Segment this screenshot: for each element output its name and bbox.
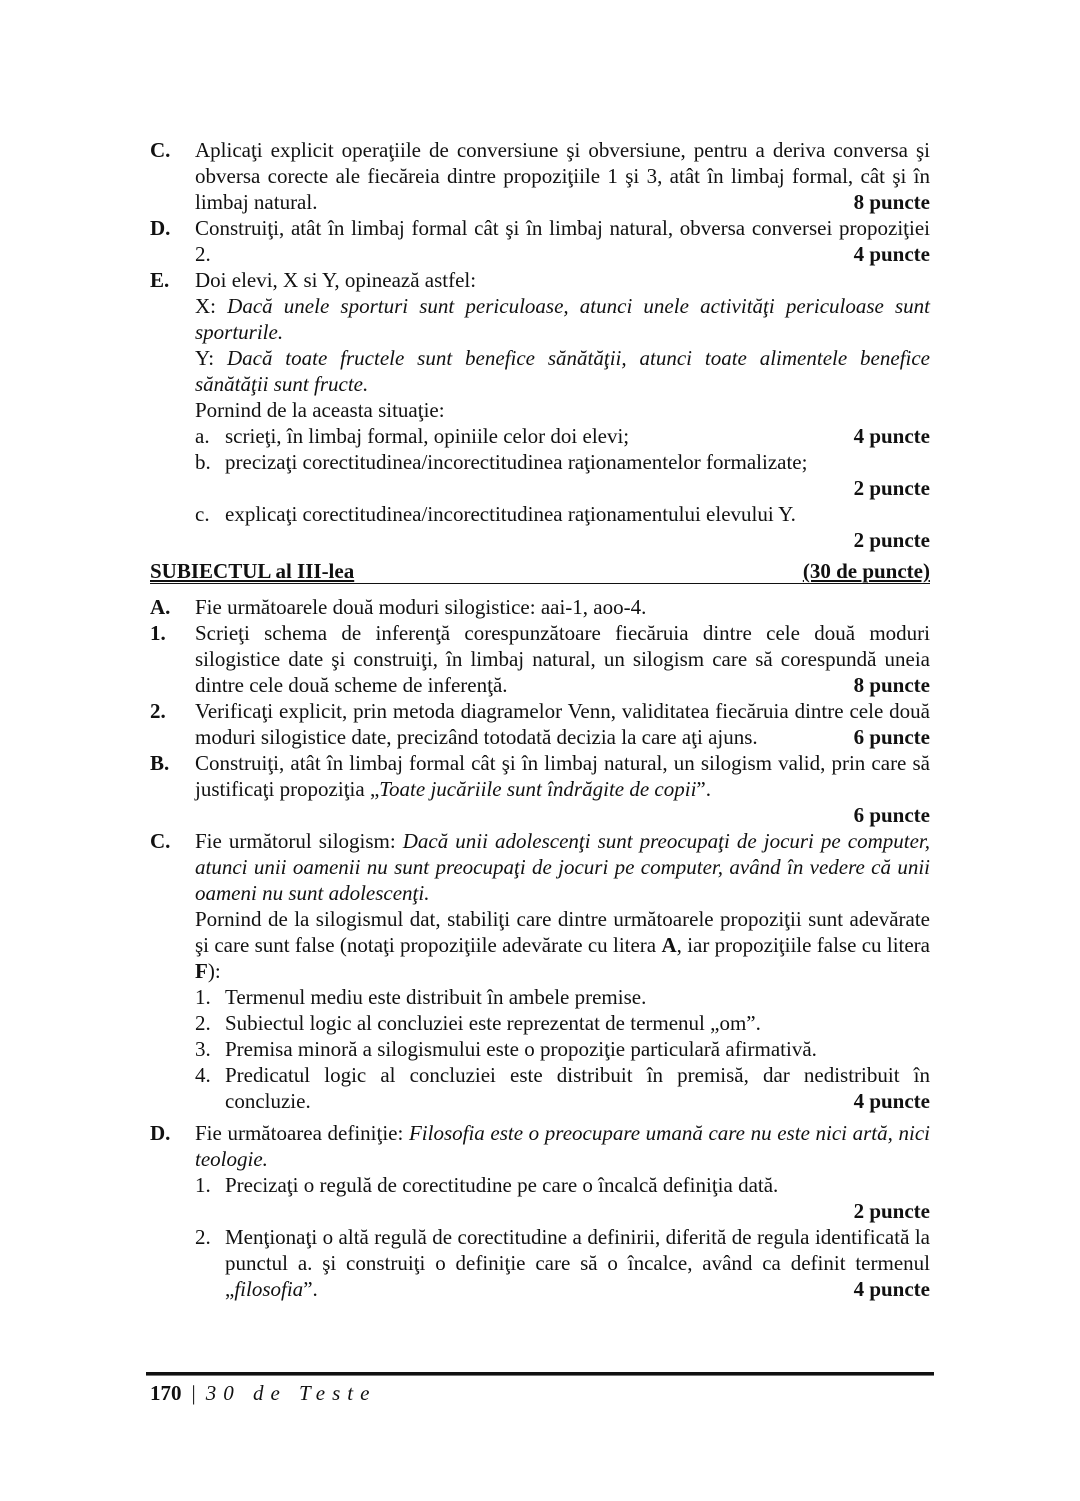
item-text: Fie următorul silogism: [195,829,403,853]
statement-number: 1. [195,985,211,1009]
statement [195,1010,930,1036]
item-2C [150,137,930,215]
statement [195,1062,930,1114]
item-3A1 [150,620,930,698]
opinion-x [195,293,930,345]
opinion-text: Dacă toate fructele sunt benefice sănătăţii, atunci toate alimentele benefice sănătăţii sunt fructe. [195,346,931,396]
page-number: 170 [150,1381,182,1405]
task-quote: filosofia [234,1277,304,1301]
points: 6 puncte [853,725,930,749]
task-1 [195,1172,930,1224]
points: 4 puncte [853,242,930,266]
item-2E [150,267,930,553]
subject-total: (30 de puncte) [802,559,930,583]
task-2 [195,1224,930,1302]
opinion-prefix: Y: [195,346,227,370]
item-3B [150,750,930,828]
letter-f: F [195,959,208,983]
task-number: c. [195,502,210,526]
item-text: Fie următoarea definiţie: [195,1121,409,1145]
item-lead: ): [207,959,221,983]
item-label: C. [150,138,171,162]
opinion-y [195,345,930,397]
points: 8 puncte [853,673,930,697]
task-c [195,501,930,553]
page-content [150,137,930,1302]
points: 8 puncte [853,190,930,214]
task-text: Precizaţi o regulă de corectitudine pe care o încalcă definiţia dată. [225,1173,779,1197]
item-3D [150,1120,930,1302]
points: 2 puncte [853,528,930,552]
definition-text: Filosofia este o preocupare umană care nu este nici artă, nici teologie. [195,1121,930,1171]
statement [195,984,930,1010]
item-text: Verificaţi explicit, prin metoda diagramelor Venn, validitatea fiecăruia dintre cele două moduri silogistice date, precizând totodată decizia la care aţi ajuns. [195,699,930,749]
item-text: Scrieţi schema de inferenţă corespunzătoare fiecăruia dintre cele două moduri silogistice date şi construiţi, în limbaj natural, un silogism care să corespundă uneia dintre cele două scheme de inferenţă. [195,621,930,697]
opinion-text: Dacă unele sporturi sunt periculoase, atunci unele activităţi periculoase sunt sporturile. [195,294,930,344]
syllogism-text: Dacă unii adolescenţi sunt preocupaţi de jocuri pe computer, atunci unii oamenii nu sunt preocupaţi de jocuri pe computer, având în vedere că unii oameni nu sunt adolescenţi. [195,829,930,905]
points: 4 puncte [853,1277,930,1301]
item-label: 2. [150,699,166,723]
item-3C [150,828,930,1114]
points: 4 puncte [853,424,930,448]
task-b [195,449,930,501]
subject-3-header [150,559,930,584]
points: 4 puncte [853,1089,930,1113]
statement-text: Premisa minoră a silogismului este o propoziţie particulară afirmativă. [225,1037,817,1061]
item-label: D. [150,216,171,240]
task-a [195,423,930,449]
item-label: B. [150,751,170,775]
task-text: scrieţi, în limbaj formal, opiniile celor doi elevi; [225,424,630,448]
item-quote: Toate jucăriile sunt îndrăgite de copii [379,777,697,801]
footer-rule [146,1372,934,1376]
points: 6 puncte [853,803,930,827]
task-text-end: ”. [303,1277,318,1301]
item-2D [150,215,930,267]
item-3A [150,594,930,620]
item-label: C. [150,829,171,853]
statement-text: Subiectul logic al concluziei este reprezentat de termenul „om”. [225,1011,761,1035]
item-text: Construiţi, atât în limbaj formal cât şi în limbaj natural, obversa conversei propoziţiei 2. [195,216,930,266]
opinion-prefix: X: [195,294,228,318]
item-text: Construiţi, atât în limbaj formal cât şi în limbaj natural, un silogism valid, prin care să justificaţi propoziţia „ [195,751,930,801]
item-text: Fie următoarele două moduri silogistice: aai-1, aoo-4. [195,595,647,619]
task-number: 1. [195,1173,211,1197]
letter-a: A [661,933,677,957]
statement-text: Predicatul logic al concluziei este distribuit în premisă, dar nedistribuit în concluzie. [225,1063,930,1113]
points: 2 puncte [853,1199,930,1223]
task-number: b. [195,450,211,474]
statement-number: 3. [195,1037,211,1061]
item-label: A. [150,595,171,619]
statement-number: 2. [195,1011,211,1035]
task-text: explicaţi corectitudinea/incorectitudinea raţionamentului elevului Y. [225,502,796,526]
item-label: D. [150,1121,171,1145]
page-footer [150,1380,376,1406]
item-lead: , iar propoziţiile false cu litera [676,933,930,957]
points: 2 puncte [853,476,930,500]
item-lead: Pornind de la aceasta situaţie: [195,398,445,422]
footer-separator: | [191,1381,196,1405]
item-label: 1. [150,621,166,645]
task-number: 2. [195,1225,211,1249]
item-3A2 [150,698,930,750]
item-intro: Doi elevi, X si Y, opinează astfel: [195,268,477,292]
book-title: 30 de Teste [205,1381,377,1405]
task-text: Menţionaţi o altă regulă de corectitudine a definirii, diferită de regula identificată la punctul a. şi construiţi o definiţie care să o încalce, având ca definit termenul „ [225,1225,930,1301]
subject-title: SUBIECTUL al III-lea [150,559,355,583]
statement [195,1036,930,1062]
item-text: Aplicaţi explicit operaţiile de conversiune şi obversiune, pentru a deriva conversa şi obversa corecte ale fiecăreia dintre propoziţiile 1 şi 3, atât în limbaj formal, cât şi în limbaj natural. [195,138,930,214]
statement-text: Termenul mediu este distribuit în ambele premise. [225,985,647,1009]
statement-number: 4. [195,1063,211,1087]
item-label: E. [150,268,170,292]
item-text-end: ”. [696,777,711,801]
item-lead: Pornind de la silogismul dat, stabiliţi care dintre următoarele propoziţii sunt adevărate şi care sunt false (notaţi propoziţiile adevărate cu litera [195,907,930,957]
task-text: precizaţi corectitudinea/incorectitudinea raţionamentelor formalizate; [225,450,808,474]
task-number: a. [195,424,210,448]
